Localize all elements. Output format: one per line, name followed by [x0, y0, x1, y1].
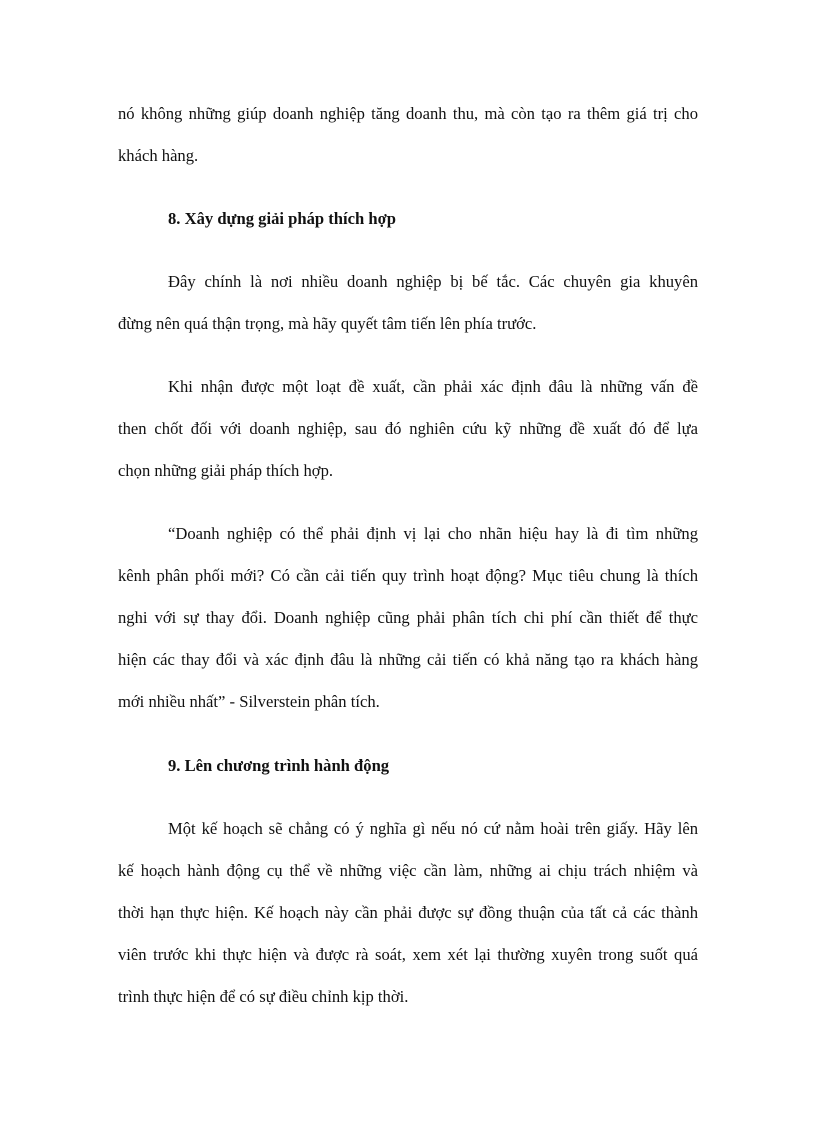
s8-p1-line-1: Đây chính là nơi nhiều doanh nghiệp bị bế tắc. Các chuyên gia khuyên: [168, 272, 698, 291]
s9-p1-line-2: kế hoạch hành động cụ thể về những việc cần làm, những ai chịu trách nhiệm và: [118, 861, 698, 880]
s8-p2-line-1: Khi nhận được một loạt đề xuất, cần phải xác định đâu là những vấn đề: [168, 377, 698, 396]
s8-p3-line-5: mới nhiều nhất” - Silverstein phân tích.: [118, 692, 380, 711]
s8-p1-line-2: đừng nên quá thận trọng, mà hãy quyết tâm tiến lên phía trước.: [118, 314, 537, 333]
s8-p3-line-2: kênh phân phối mới? Có cần cải tiến quy trình hoạt động? Mục tiêu chung là thích: [118, 566, 698, 585]
section-8-heading: 8. Xây dựng giải pháp thích hợp: [168, 209, 397, 228]
s8-p3-line-1: “Doanh nghiệp có thể phải định vị lại cho nhãn hiệu hay là đi tìm những: [168, 524, 698, 543]
s8-p3-line-4: hiện các thay đổi và xác định đâu là những cải tiến có khả năng tạo ra khách hàng: [118, 650, 698, 669]
s9-p1-line-4: viên trước khi thực hiện và được rà soát, xem xét lại thường xuyên trong suốt quá: [118, 945, 698, 964]
s9-p1-line-1: Một kế hoạch sẽ chẳng có ý nghĩa gì nếu nó cứ nằm hoài trên giấy. Hãy lên: [168, 819, 698, 838]
intro-line-1: nó không những giúp doanh nghiệp tăng doanh thu, mà còn tạo ra thêm giá trị cho: [118, 104, 698, 123]
s8-p3-line-3: nghi với sự thay đổi. Doanh nghiệp cũng phải phân tích chi phí cần thiết để thực: [118, 608, 698, 627]
s9-p1-line-5: trình thực hiện để có sự điều chỉnh kịp thời.: [118, 987, 409, 1006]
s8-p2-line-3: chọn những giải pháp thích hợp.: [118, 461, 334, 480]
s8-p2-line-2: then chốt đối với doanh nghiệp, sau đó nghiên cứu kỹ những đề xuất đó để lựa: [118, 419, 698, 438]
s9-p1-line-3: thời hạn thực hiện. Kế hoạch này cần phải được sự đồng thuận của tất cả các thành: [118, 903, 698, 922]
section-9-heading: 9. Lên chương trình hành động: [168, 756, 390, 775]
intro-line-2: khách hàng.: [118, 146, 199, 165]
